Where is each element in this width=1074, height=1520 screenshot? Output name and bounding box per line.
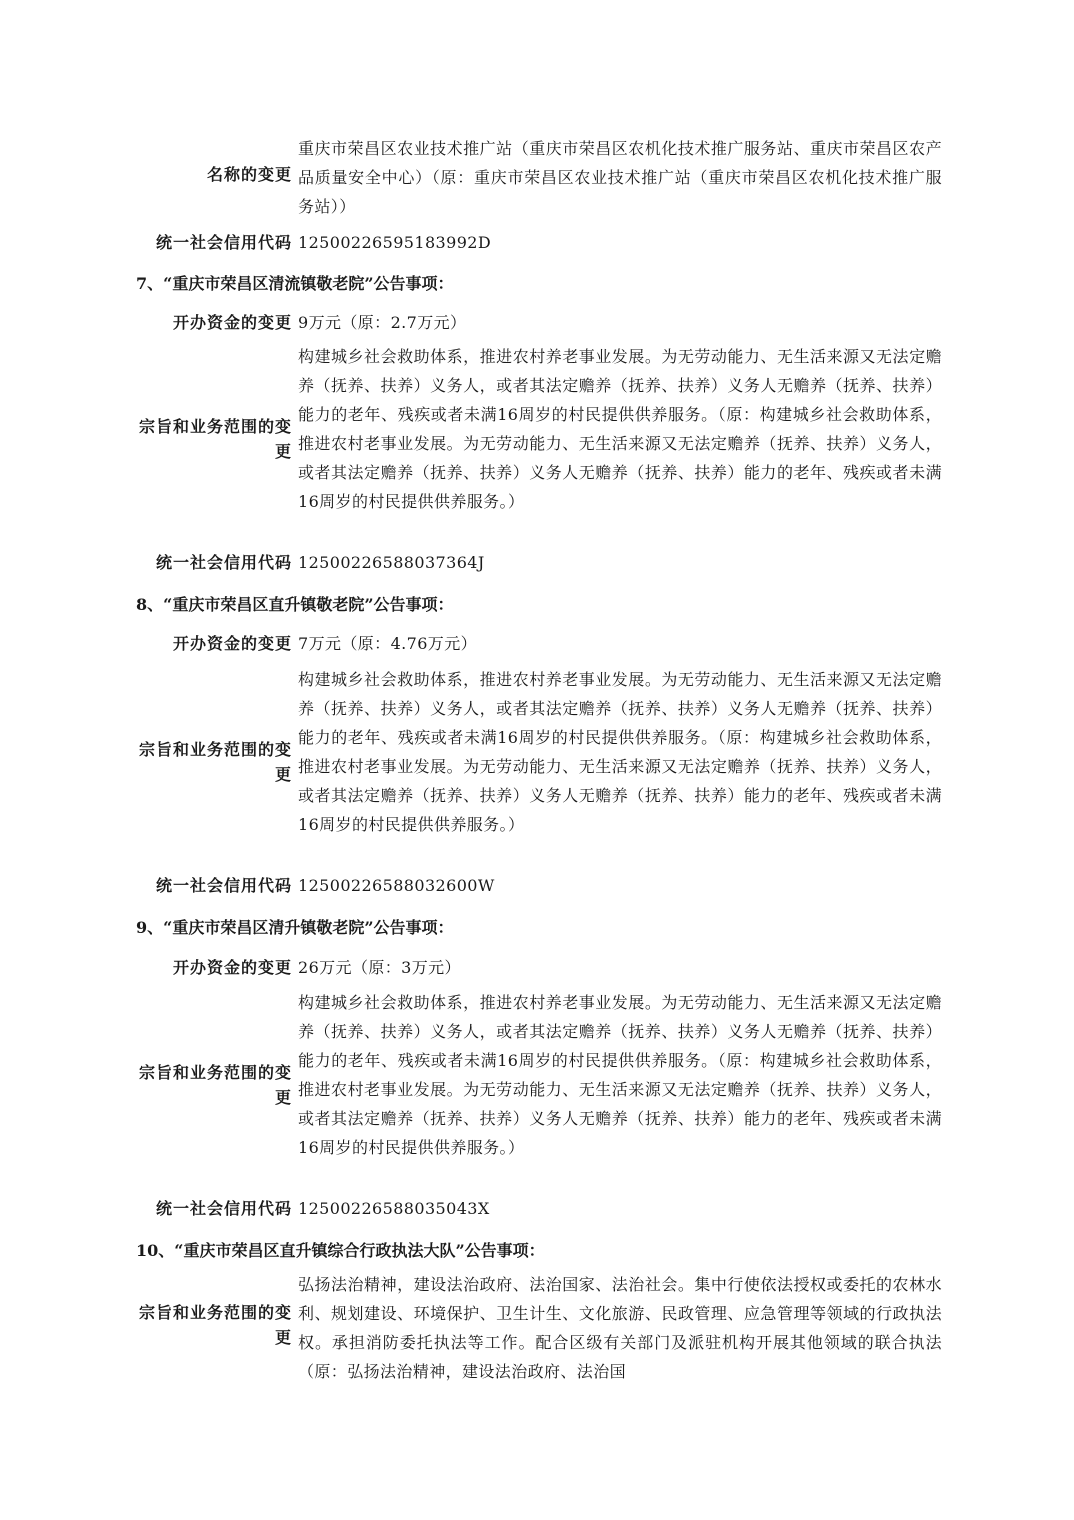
section-heading: 8、“重庆市荣昌区直升镇敬老院”公告事项： (136, 595, 454, 614)
fund-change-value: 26万元（原：3万元） (298, 958, 461, 977)
section-heading: 7、“重庆市荣昌区清流镇敬老院”公告事项： (136, 274, 454, 293)
scope-change-value: 构建城乡社会救助体系，推进农村养老事业发展。为无劳动能力、无生活来源又无法定赡养（抚养、扶养）义务人，或者其法定赡养（抚养、扶养）义务人无赡养（抚养、扶养）能力的老年、残疾或者未满16周岁的村民提供供养服务。（原：构建城乡社会救助体系，推进农村老事业发展。为无劳动能力、无生活来源又无法定赡养（抚养、扶养）义务人，或者其法定赡养（抚养、扶养）义务人无赡养（抚养、扶养）能力的老年、残疾或者未满16周岁的村民提供供养服务。） (298, 670, 942, 834)
scope-change-value: 构建城乡社会救助体系，推进农村养老事业发展。为无劳动能力、无生活来源又无法定赡养（抚养、扶养）义务人，或者其法定赡养（抚养、扶养）义务人无赡养（抚养、扶养）能力的老年、残疾或者未满16周岁的村民提供供养服务。（原：构建城乡社会救助体系，推进农村老事业发展。为无劳动能力、无生活来源又无法定赡养（抚养、扶养）义务人，或者其法定赡养（抚养、扶养）义务人无赡养（抚养、扶养）能力的老年、残疾或者未满16周岁的村民提供供养服务。） (298, 347, 942, 511)
credit-code-label: 统一社会信用代码 (155, 876, 292, 895)
credit-code-label: 统一社会信用代码 (155, 233, 292, 252)
credit-code-label: 统一社会信用代码 (155, 553, 292, 572)
scope-change-label: 宗旨和业务范围的变更 (138, 1303, 292, 1347)
section-heading: 9、“重庆市荣昌区清升镇敬老院”公告事项： (136, 918, 454, 937)
credit-code-value: 12500226595183992D (298, 233, 492, 252)
scope-change-value: 构建城乡社会救助体系，推进农村养老事业发展。为无劳动能力、无生活来源又无法定赡养（抚养、扶养）义务人，或者其法定赡养（抚养、扶养）义务人无赡养（抚养、扶养）能力的老年、残疾或者未满16周岁的村民提供供养服务。（原：构建城乡社会救助体系，推进农村老事业发展。为无劳动能力、无生活来源又无法定赡养（抚养、扶养）义务人，或者其法定赡养（抚养、扶养）义务人无赡养（抚养、扶养）能力的老年、残疾或者未满16周岁的村民提供供养服务。） (298, 993, 942, 1157)
name-change-value: 重庆市荣昌区农业技术推广站（重庆市荣昌区农机化技术推广服务站、重庆市荣昌区农产品质量安全中心）（原：重庆市荣昌区农业技术推广站（重庆市荣昌区农机化技术推广服务站）） (298, 139, 942, 216)
scope-change-label: 宗旨和业务范围的变更 (138, 417, 292, 461)
credit-code-value: 12500226588037364J (298, 553, 485, 572)
scope-change-label: 宗旨和业务范围的变更 (138, 1063, 292, 1107)
credit-code-value: 12500226588032600W (298, 876, 495, 895)
fund-change-label: 开办资金的变更 (172, 634, 292, 653)
scope-change-label: 宗旨和业务范围的变更 (138, 740, 292, 784)
fund-change-value: 9万元（原：2.7万元） (298, 313, 467, 332)
credit-code-value: 12500226588035043X (298, 1199, 490, 1218)
fund-change-label: 开办资金的变更 (172, 958, 292, 977)
section-heading: 10、“重庆市荣昌区直升镇综合行政执法大队”公告事项： (136, 1241, 545, 1260)
fund-change-value: 7万元（原：4.76万元） (298, 634, 478, 653)
credit-code-label: 统一社会信用代码 (155, 1199, 292, 1218)
name-change-label: 名称的变更 (206, 165, 292, 184)
scope-change-value: 弘扬法治精神，建设法治政府、法治国家、法治社会。集中行使依法授权或委托的农林水利、规划建设、环境保护、卫生计生、文化旅游、民政管理、应急管理等领域的行政执法权。承担消防委托执法等工作。配合区级有关部门及派驻机构开展其他领域的联合执法（原：弘扬法治精神，建设法治政府、法治国 (298, 1275, 942, 1381)
fund-change-label: 开办资金的变更 (172, 313, 292, 332)
